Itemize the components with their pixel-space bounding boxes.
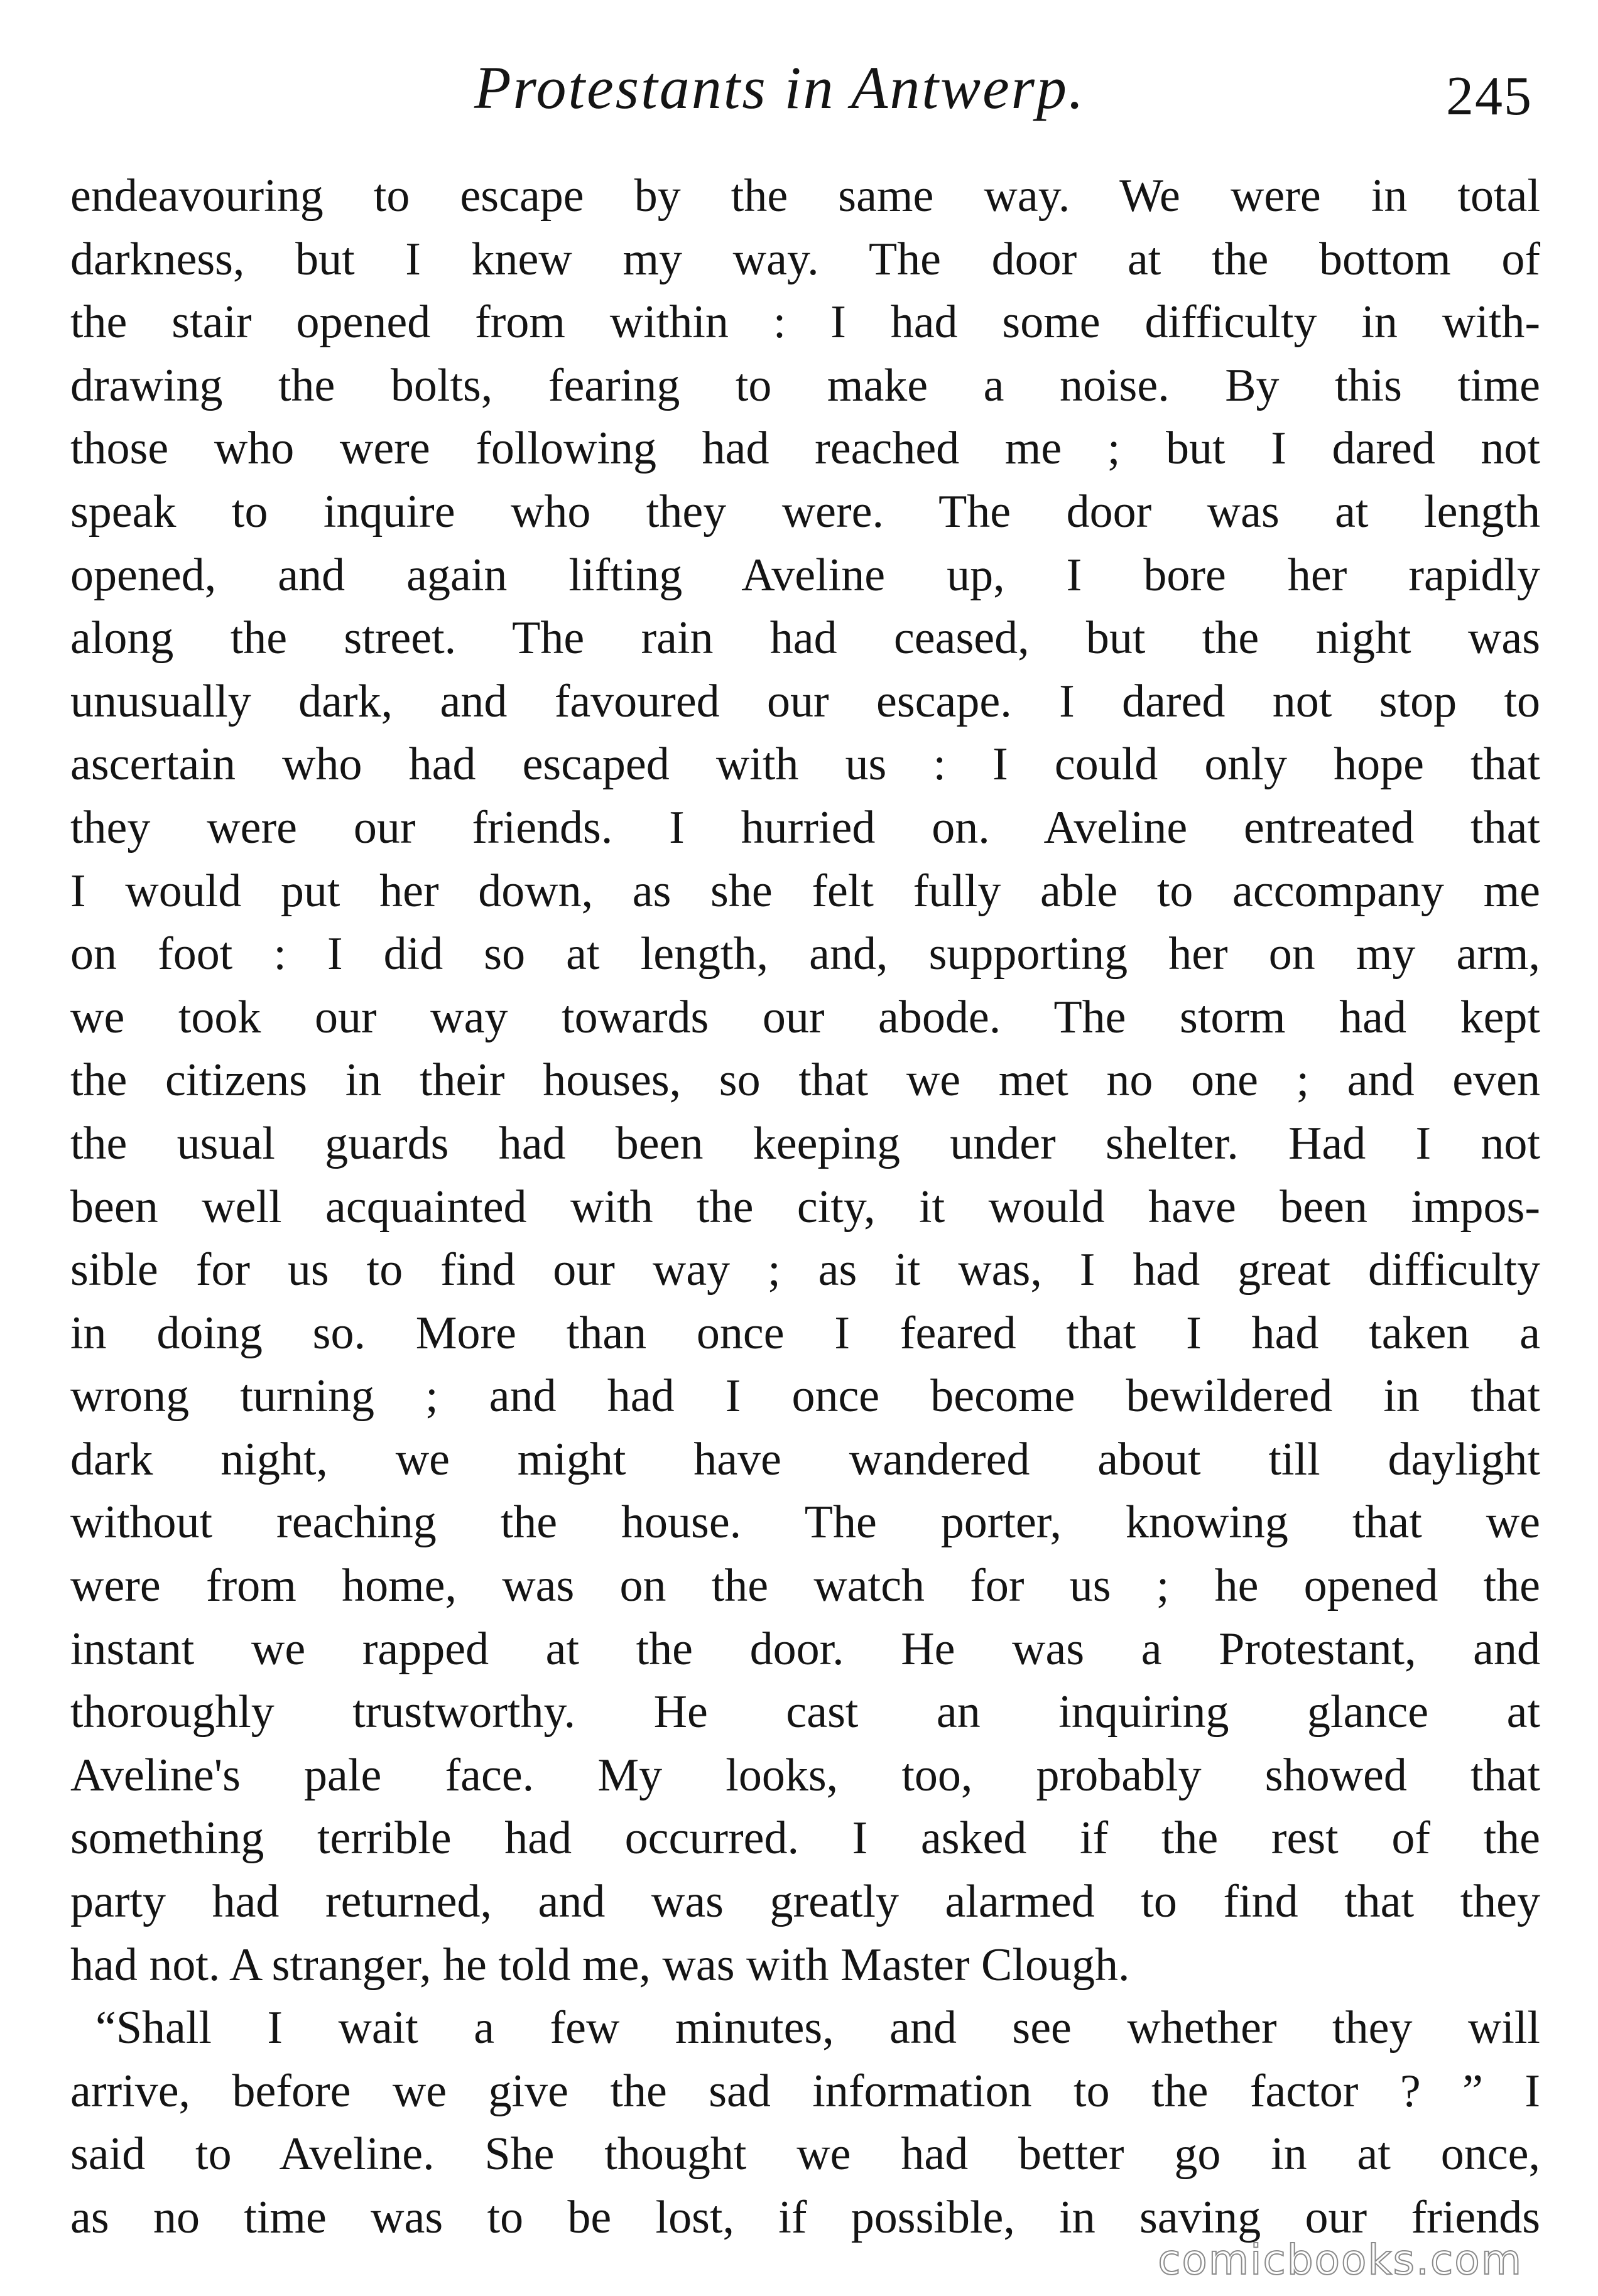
text-line: had not. A stranger, he told me, was with Master Clough.: [70, 1939, 1130, 1991]
text-line: they were our friends. I hurried on. Aveline entreated that: [70, 801, 1540, 853]
text-line: as no time was to be lost, if possible, in saving our friends: [70, 2192, 1540, 2243]
text-line: thoroughly trustworthy. He cast an inquiring glance at: [70, 1686, 1540, 1738]
text-line: sible for us to find our way ; as it was, I had great difficulty: [70, 1244, 1540, 1296]
text-line: speak to inquire who they were. The door was at length: [70, 485, 1540, 538]
text-line: without reaching the house. The porter, knowing that we: [70, 1497, 1540, 1549]
text-line: instant we rapped at the door. He was a Protestant, and: [70, 1623, 1540, 1675]
text-line: the citizens in their houses, so that we met no one ; and even: [70, 1054, 1540, 1107]
running-title: Protestants in Antwerp.: [474, 54, 1086, 121]
text-line: ascertain who had escaped with us : I could only hope that: [70, 739, 1540, 791]
text-line: the usual guards had been keeping under shelter. Had I not: [70, 1117, 1540, 1169]
text-line: dark night, we might have wandered about till daylight: [70, 1433, 1540, 1485]
text-line: darkness, but I knew my way. The door at the bottom of: [70, 233, 1540, 285]
text-line: Aveline's pale face. My looks, too, probably showed that: [70, 1749, 1540, 1801]
text-line: unusually dark, and favoured our escape. I dared not stop to: [70, 675, 1540, 727]
page-number: 245: [1446, 66, 1533, 127]
text-line: along the street. The rain had ceased, but the night was: [70, 612, 1540, 664]
text-line: those who were following had reached me ; but I dared not: [70, 423, 1540, 475]
text-line: were from home, was on the watch for us ; he opened the: [70, 1560, 1540, 1612]
text-line: said to Aveline. She thought we had better go in at once,: [70, 2128, 1540, 2180]
text-line: I would put her down, as she felt fully able to accompany me: [70, 865, 1540, 917]
text-line: the stair opened from within : I had some difficulty in with-: [70, 296, 1540, 349]
text-line: opened, and again lifting Aveline up, I bore her rapidly: [70, 549, 1540, 601]
text-line: been well acquainted with the city, it would have been impos-: [70, 1181, 1540, 1233]
text-line: on foot : I did so at length, and, supporting her on my arm,: [70, 928, 1540, 980]
text-line: in doing so. More than once I feared that I had taken a: [70, 1307, 1540, 1359]
watermark: comicbooks.com: [1158, 2236, 1523, 2284]
text-line: “Shall I wait a few minutes, and see whether they will: [95, 2002, 1540, 2054]
text-line: arrive, before we give the sad information to the factor ? ” I: [70, 2065, 1540, 2117]
text-line: drawing the bolts, fearing to make a noise. By this time: [70, 359, 1540, 411]
text-line: something terrible had occurred. I asked if the rest of the: [70, 1812, 1540, 1865]
text-line: party had returned, and was greatly alarmed to find that they: [70, 1876, 1540, 1928]
body-text: [70, 165, 1540, 2250]
text-line: we took our way towards our abode. The storm had kept: [70, 991, 1540, 1043]
text-line: endeavouring to escape by the same way. We were in total: [70, 170, 1540, 222]
text-line: wrong turning ; and had I once become bewildered in that: [70, 1370, 1540, 1422]
